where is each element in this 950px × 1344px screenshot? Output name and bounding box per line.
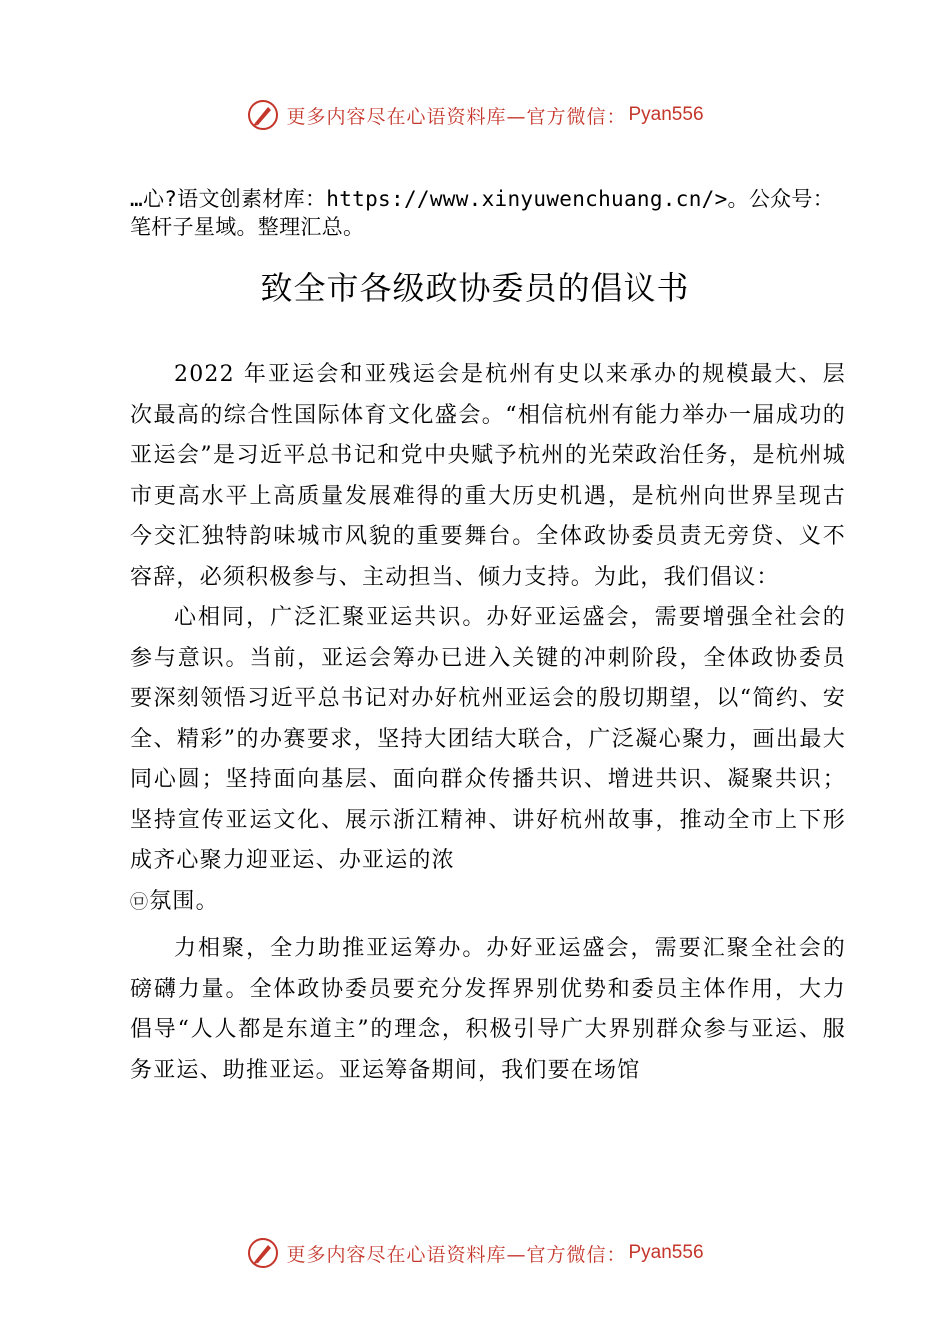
document-body <box>130 355 846 1091</box>
footer-watermark <box>0 1233 950 1273</box>
unknown-glyph-icon: ㉤ <box>130 891 150 913</box>
paragraph-intro: 2022 年亚运会和亚残运会是杭州有史以来承办的规模最大、层次最高的综合性国际体育文化盛会。“相信杭州有能力举办一届成功的亚运会”是习近平总书记和党中央赋予杭州的光荣政治任务，是杭州城市更高水平上高质量发展难得的重大历史机遇，是杭州向世界呈现古今交汇独特韵味城市风貌的重要舞台。全体政协委员责无旁贷、义不容辞，必须积极参与、主动担当、倾力支持。为此，我们倡议： <box>130 362 846 590</box>
source-note: …心?语文创素材库：https://www.xinyuwenchuang.cn/>。公众号：笔杆子星域。整理汇总。 <box>130 187 835 239</box>
quill-logo-icon <box>246 98 280 132</box>
watermark-wechat-id: Pyan556 <box>628 104 704 125</box>
paragraph-consensus-tail: 氛围。 <box>149 888 219 914</box>
quill-logo-icon <box>246 1236 280 1270</box>
paragraph-support: 力相聚，全力助推亚运筹办。办好亚运盛会，需要汇聚全社会的磅礴力量。全体政协委员要充分发挥界别优势和委员主体作用，大力倡导“人人都是东道主”的理念，积极引导广大界别群众参与亚运、服务亚运、助推亚运。亚运筹备期间，我们要在场馆 <box>130 936 846 1083</box>
watermark-text: 更多内容尽在心语资料库—官方微信： <box>286 1243 627 1266</box>
paragraph-consensus-text: 心相同，广泛汇聚亚运共识。办好亚运盛会，需要增强全社会的参与意识。当前，亚运会筹办已进入关键的冲刺阶段，全体政协委员要深刻领悟习近平总书记对办好杭州亚运会的殷切期望，以“简约、安全、精彩”的办赛要求，坚持大团结大联合，广泛凝心聚力，画出最大同心圆；坚持面向基层、面向群众传播共识、增进共识、凝聚共识；坚持宣传亚运文化、展示浙江精神、讲好杭州故事，推动全市上下形成齐心聚力迎亚运、办亚运的浓 <box>130 605 846 873</box>
header-watermark <box>0 95 950 135</box>
watermark-text: 更多内容尽在心语资料库—官方微信： <box>286 105 627 128</box>
paragraph-consensus <box>130 598 846 923</box>
document-title: 致全市各级政协委员的倡议书 <box>260 269 690 307</box>
watermark-wechat-id: Pyan556 <box>628 1242 704 1263</box>
